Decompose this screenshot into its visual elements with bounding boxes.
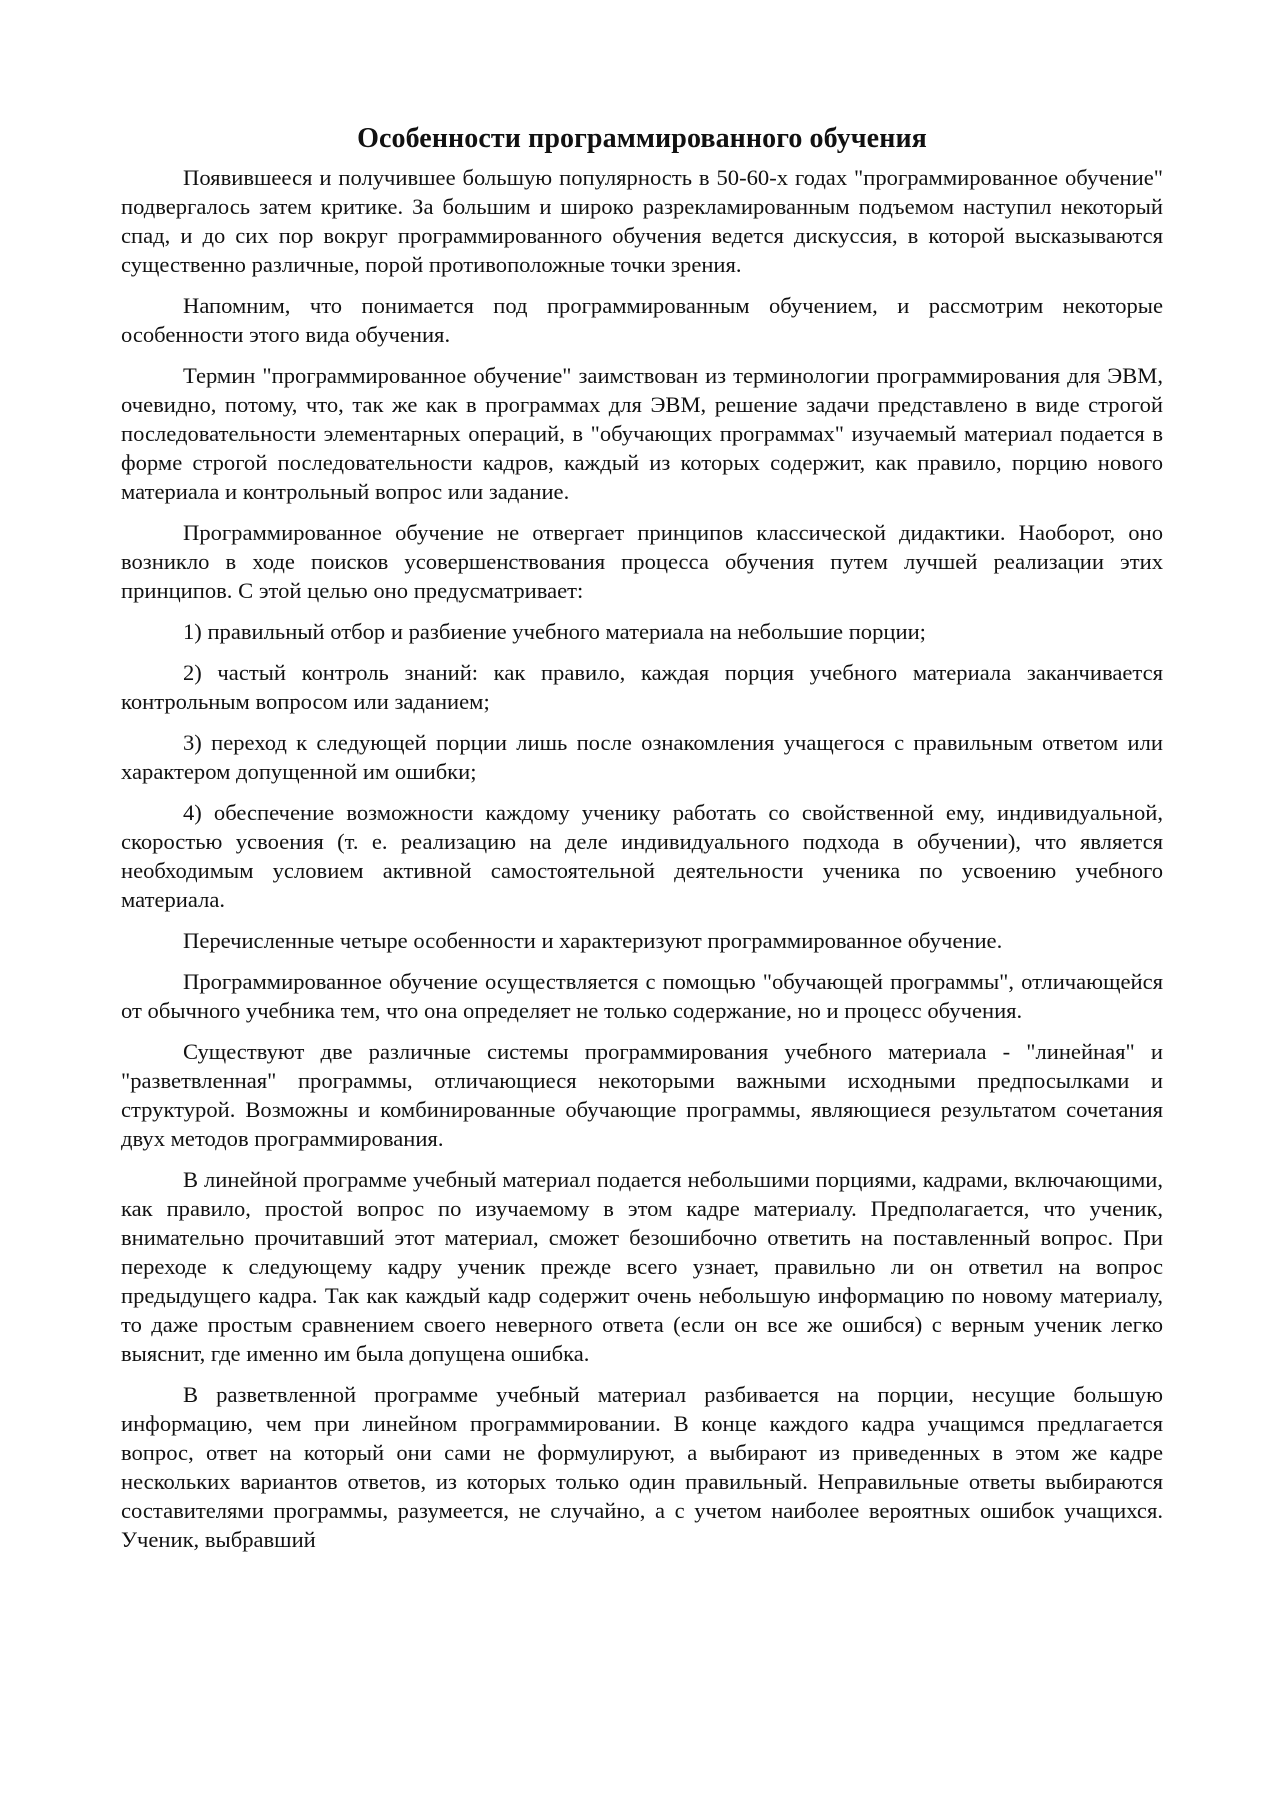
list-item-3: 3) переход к следующей порции лишь после ознакомления учащегося с правильным ответом или характером допущенной им ошибки;: [121, 730, 1163, 784]
paragraph-7: Существуют две различные системы программирования учебного материала - "линейная" и "разветвленная" программы, отличающиеся некоторыми важными исходными предпосылками и структурой. Возможны и комбинированные обучающие программы, являющиеся результатом сочетания двух методов программирования.: [121, 1039, 1163, 1151]
document-body: [121, 122, 1163, 1554]
paragraph-1: Появившееся и получившее большую популярность в 50-60-х годах "программированное обучение" подвергалось затем критике. За большим и широко разрекламированным подъемом наступил некоторый спад, и до сих пор вокруг программированного обучения ведется дискуссия, в которой высказываются существенно различные, порой противоположные точки зрения.: [121, 165, 1163, 277]
paragraph-8: В линейной программе учебный материал подается небольшими порциями, кадрами, включающими, как правило, простой вопрос по изучаемому в этом кадре материалу. Предполагается, что ученик, внимательно прочитавший этот материал, сможет безошибочно ответить на поставленный вопрос. При переходе к следующему кадру ученик прежде всего узнает, правильно ли он ответил на вопрос предыдущего кадра. Так как каждый кадр содержит очень небольшую информацию по новому материалу, то даже простым сравнением своего неверного ответа (если он все же ошибся) с верным ученик легко выяснит, где именно им была допущена ошибка.: [121, 1167, 1163, 1366]
paragraph-2: Напомним, что понимается под программированным обучением, и рассмотрим некоторые особенности этого вида обучения.: [121, 293, 1163, 347]
paragraph-5: Перечисленные четыре особенности и характеризуют программированное обучение.: [183, 928, 1003, 953]
paragraph-9: В разветвленной программе учебный материал разбивается на порции, несущие большую информацию, чем при линейном программировании. В конце каждого кадра учащимся предлагается вопрос, ответ на который они сами не формулируют, а выбирают из приведенных в этом же кадре нескольких вариантов ответов, из которых только один правильный. Неправильные ответы выбираются составителями программы, разумеется, не случайно, а с учетом наиболее вероятных ошибок учащихся. Ученик, выбравший: [121, 1382, 1163, 1552]
paragraph-6: Программированное обучение осуществляется с помощью "обучающей программы", отличающейся от обычного учебника тем, что она определяет не только содержание, но и процесс обучения.: [121, 969, 1163, 1023]
list-item-1: 1) правильный отбор и разбиение учебного материала на небольшие порции;: [183, 619, 926, 644]
paragraph-4: Программированное обучение не отвергает принципов классической дидактики. Наоборот, оно возникло в ходе поисков усовершенствования процесса обучения путем лучшей реализации этих принципов. С этой целью оно предусматривает:: [121, 520, 1163, 603]
list-item-2: 2) частый контроль знаний: как правило, каждая порция учебного материала заканчивается контрольным вопросом или заданием;: [121, 660, 1163, 714]
list-item-4: 4) обеспечение возможности каждому ученику работать со свойственной ему, индивидуальной, скоростью усвоения (т. е. реализацию на деле индивидуального подхода в обучении), что является необходимым условием активной самостоятельной деятельности ученика по усвоению учебного материала.: [121, 800, 1163, 912]
paragraph-3: Термин "программированное обучение" заимствован из терминологии программирования для ЭВМ, очевидно, потому, что, так же как в программах для ЭВМ, решение задачи представлено в виде строгой последовательности элементарных операций, в "обучающих программах" изучаемый материал подается в форме строгой последовательности кадров, каждый из которых содержит, как правило, порцию нового материала и контрольный вопрос или задание.: [121, 363, 1163, 504]
page-title: Особенности программированного обучения: [357, 123, 927, 154]
